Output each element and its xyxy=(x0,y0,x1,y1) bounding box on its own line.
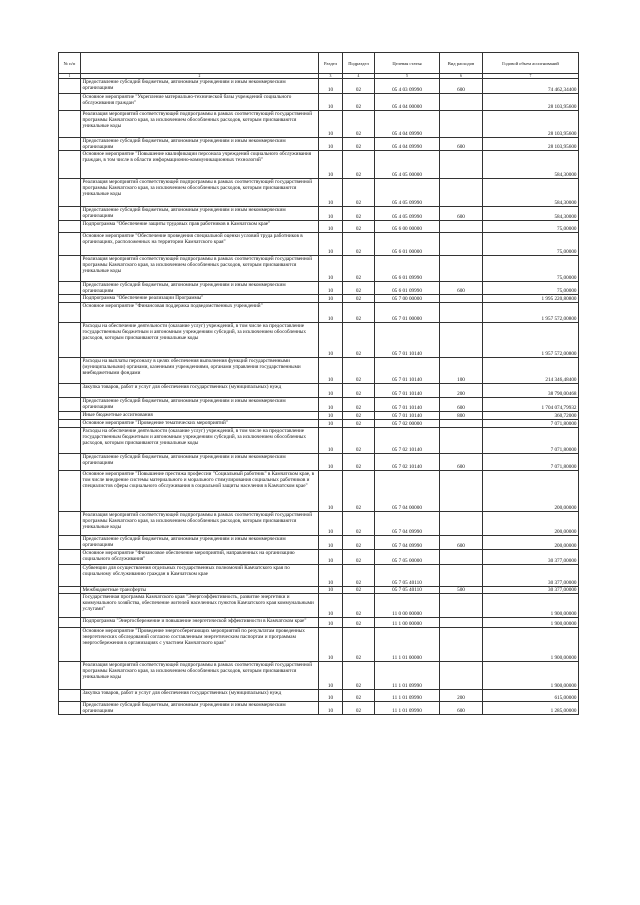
row-description: Реализация мероприятий соответствующей подпрограммы в рамках соответствующей государственной программы Камчатского края, за исключением обособленных расходов, которым присваиваются уникальные коды xyxy=(81,512,319,536)
row-description: Предоставление субсидий бюджетным, автономным учреждениям и иным некоммерческим организациям xyxy=(81,398,319,412)
row-number xyxy=(59,358,81,384)
row-expense-type: 600 xyxy=(440,702,483,715)
column-number: 3 xyxy=(319,74,343,79)
row-razdel: 10 xyxy=(319,628,343,662)
row-amount: 584,30000 xyxy=(483,151,579,179)
row-number xyxy=(59,179,81,207)
row-podrazdel: 02 xyxy=(343,594,375,618)
row-razdel: 10 xyxy=(319,412,343,420)
row-description: Расходы на обеспечение деятельности (оказание услуг) учреждений, в том числе на предоставление государственным бюджетным и автономным учреждениям субсидий, за исключением обособленных расходов, которым присваиваются уникальные коды xyxy=(81,323,319,358)
row-target-article: 05 7 01 10140 xyxy=(375,358,440,384)
row-podrazdel: 02 xyxy=(343,358,375,384)
row-expense-type xyxy=(440,628,483,662)
row-expense-type: 100 xyxy=(440,358,483,384)
row-amount: 615,00000 xyxy=(483,690,579,702)
table-row xyxy=(59,628,579,662)
row-description: Подпрограмма "Обеспечение защиты трудовых прав работников в Камчатском крае" xyxy=(81,221,319,233)
row-description: Основное мероприятие "Проведение энергосберегающих мероприятий по результатам проведенных энергетических обследований согласно составленным энергетическим паспортам и программам энергосбережения в организациях с участием Камчатского края" xyxy=(81,628,319,662)
row-razdel: 10 xyxy=(319,454,343,471)
row-description: Основное мероприятие "Укрепление материально-технической базы учреждений социального обслуживания граждан" xyxy=(81,94,319,111)
row-expense-type xyxy=(440,256,483,282)
row-target-article: 05 4 05 00000 xyxy=(375,151,440,179)
column-number: 4 xyxy=(343,74,375,79)
row-expense-type xyxy=(440,151,483,179)
table-row xyxy=(59,358,579,384)
row-expense-type xyxy=(440,303,483,323)
row-expense-type xyxy=(440,323,483,358)
row-podrazdel: 02 xyxy=(343,398,375,412)
row-description: Предоставление субсидий бюджетным, автономным учреждениям и иным некоммерческим организациям xyxy=(81,454,319,471)
row-razdel: 10 xyxy=(319,79,343,94)
row-amount: 1 900,00000 xyxy=(483,618,579,628)
table-row xyxy=(59,94,579,111)
row-razdel: 10 xyxy=(319,690,343,702)
row-description: Субвенции для осуществления отдельных государственных полномочий Камчатского края по социальному обслуживанию граждан в Камчатском крае xyxy=(81,565,319,587)
row-target-article: 11 1 01 09990 xyxy=(375,702,440,715)
table-row xyxy=(59,412,579,420)
row-number xyxy=(59,398,81,412)
row-razdel: 10 xyxy=(319,151,343,179)
row-razdel: 10 xyxy=(319,233,343,256)
row-razdel: 10 xyxy=(319,138,343,151)
row-target-article: 05 7 05 00000 xyxy=(375,550,440,565)
row-number xyxy=(59,256,81,282)
row-amount: 1 957 572,00800 xyxy=(483,303,579,323)
row-podrazdel: 02 xyxy=(343,323,375,358)
row-target-article: 05 7 05 40110 xyxy=(375,587,440,594)
row-amount: 584,30000 xyxy=(483,207,579,221)
row-podrazdel: 02 xyxy=(343,111,375,138)
row-number xyxy=(59,412,81,420)
row-target-article: 05 6 00 00000 xyxy=(375,221,440,233)
row-target-article: 05 6 01 09990 xyxy=(375,282,440,295)
row-podrazdel: 02 xyxy=(343,282,375,295)
table-row xyxy=(59,179,579,207)
row-number xyxy=(59,690,81,702)
row-number xyxy=(59,94,81,111)
row-description: Основное мероприятие "Проведение тематических мероприятий" xyxy=(81,420,319,428)
row-expense-type xyxy=(440,594,483,618)
column-number: 5 xyxy=(375,74,440,79)
row-target-article: 05 7 02 10140 xyxy=(375,428,440,454)
column-number: 6 xyxy=(440,74,483,79)
row-target-article: 05 7 04 09990 xyxy=(375,536,440,550)
row-podrazdel: 02 xyxy=(343,151,375,179)
table-row xyxy=(59,323,579,358)
row-description: Предоставление субсидий бюджетным, автономным учреждениям и иным некоммерческим организациям xyxy=(81,702,319,715)
row-razdel: 10 xyxy=(319,384,343,398)
col-header-razdel: Раздел xyxy=(319,53,343,74)
row-podrazdel: 02 xyxy=(343,565,375,587)
row-razdel: 10 xyxy=(319,587,343,594)
row-razdel: 10 xyxy=(319,594,343,618)
table-row xyxy=(59,151,579,179)
row-expense-type: 200 xyxy=(440,384,483,398)
row-description: Основное мероприятие "Финансовая поддержка подведомственных учреждений" xyxy=(81,303,319,323)
row-description: Закупка товаров, работ и услуг для обеспечения государственных (муниципальных) нужд xyxy=(81,690,319,702)
row-expense-type: 600 xyxy=(440,454,483,471)
row-podrazdel: 02 xyxy=(343,138,375,151)
row-description: Реализация мероприятий соответствующей подпрограммы в рамках соответствующей государственной программы Камчатского края, за исключением обособленных расходов, которым присваиваются уникальные коды xyxy=(81,111,319,138)
row-podrazdel: 02 xyxy=(343,662,375,690)
row-podrazdel: 02 xyxy=(343,384,375,398)
row-podrazdel: 02 xyxy=(343,179,375,207)
row-podrazdel: 02 xyxy=(343,412,375,420)
row-target-article: 05 7 01 00000 xyxy=(375,303,440,323)
row-number xyxy=(59,512,81,536)
row-podrazdel: 02 xyxy=(343,512,375,536)
row-amount: 200,00000 xyxy=(483,471,579,512)
row-expense-type: 600 xyxy=(440,138,483,151)
row-expense-type: 600 xyxy=(440,398,483,412)
row-number xyxy=(59,384,81,398)
col-header-target: Целевая статья xyxy=(375,53,440,74)
row-podrazdel: 02 xyxy=(343,79,375,94)
row-expense-type: 200 xyxy=(440,690,483,702)
row-podrazdel: 02 xyxy=(343,587,375,594)
table-row xyxy=(59,536,579,550)
row-number xyxy=(59,151,81,179)
row-razdel: 10 xyxy=(319,111,343,138)
row-expense-type xyxy=(440,565,483,587)
row-podrazdel: 02 xyxy=(343,207,375,221)
row-target-article: 05 4 04 09990 xyxy=(375,111,440,138)
row-description: Расходы на выплаты персоналу в целях обеспечения выполнения функций государственными (муниципальными) органами, казенными учреждениями, органами управления государственными внебюджетными фондами xyxy=(81,358,319,384)
row-description: Основное мероприятие "Повышение квалификации персонала учреждений социального обслуживания граждан, в том числе в области информационно-коммуникационных технологий" xyxy=(81,151,319,179)
row-amount: 214 346,48400 xyxy=(483,358,579,384)
row-description: Предоставление субсидий бюджетным, автономным учреждениям и иным некоммерческим организациям xyxy=(81,536,319,550)
row-description: Расходы на обеспечение деятельности (оказание услуг) учреждений, в том числе на предоставление государственным бюджетным и автономным учреждениям субсидий, за исключением обособленных расходов, которым присваиваются уникальные коды xyxy=(81,428,319,454)
row-target-article: 05 7 01 10140 xyxy=(375,323,440,358)
row-podrazdel: 02 xyxy=(343,256,375,282)
row-number xyxy=(59,420,81,428)
row-razdel: 10 xyxy=(319,471,343,512)
table-row xyxy=(59,454,579,471)
row-number xyxy=(59,550,81,565)
row-amount: 30 377,00000 xyxy=(483,550,579,565)
row-expense-type: 800 xyxy=(440,412,483,420)
row-amount: 75,00000 xyxy=(483,282,579,295)
row-target-article: 11 1 01 09990 xyxy=(375,662,440,690)
row-razdel: 10 xyxy=(319,282,343,295)
row-amount: 1 900,00000 xyxy=(483,628,579,662)
row-number xyxy=(59,295,81,303)
table-row xyxy=(59,138,579,151)
row-amount: 30 377,00000 xyxy=(483,565,579,587)
row-target-article: 05 7 01 10140 xyxy=(375,384,440,398)
row-razdel: 10 xyxy=(319,398,343,412)
row-razdel: 10 xyxy=(319,358,343,384)
row-amount: 30 377,00000 xyxy=(483,587,579,594)
row-amount: 360,72000 xyxy=(483,412,579,420)
row-razdel: 10 xyxy=(319,512,343,536)
table-row xyxy=(59,111,579,138)
table-row xyxy=(59,221,579,233)
row-razdel: 10 xyxy=(319,295,343,303)
row-description: Государственная программа Камчатского края "Энергоэффективность, развитие энергетики и коммунального хозяйства, обеспечение жителей населенных пунктов Камчатского края коммунальными услугами" xyxy=(81,594,319,618)
row-expense-type xyxy=(440,550,483,565)
row-number xyxy=(59,565,81,587)
table-row xyxy=(59,662,579,690)
column-number: 1 xyxy=(59,74,81,79)
row-target-article: 05 7 00 00000 xyxy=(375,295,440,303)
row-razdel: 10 xyxy=(319,662,343,690)
row-podrazdel: 02 xyxy=(343,420,375,428)
row-expense-type: 600 xyxy=(440,207,483,221)
row-podrazdel: 02 xyxy=(343,94,375,111)
row-description: Основное мероприятие "Обеспечение проведения специальной оценки условий труда работников в организациях, расположенных на территории Камчатского края" xyxy=(81,233,319,256)
row-amount: 7 071,80000 xyxy=(483,454,579,471)
row-target-article: 05 4 05 09990 xyxy=(375,179,440,207)
row-amount: 200,00000 xyxy=(483,512,579,536)
row-podrazdel: 02 xyxy=(343,536,375,550)
row-podrazdel: 02 xyxy=(343,618,375,628)
row-podrazdel: 02 xyxy=(343,471,375,512)
row-podrazdel: 02 xyxy=(343,233,375,256)
row-number xyxy=(59,662,81,690)
row-description: Реализация мероприятий соответствующей подпрограммы в рамках соответствующей государственной программы Камчатского края, за исключением обособленных расходов, которым присваиваются уникальные коды xyxy=(81,256,319,282)
row-podrazdel: 02 xyxy=(343,303,375,323)
row-razdel: 10 xyxy=(319,323,343,358)
row-podrazdel: 02 xyxy=(343,702,375,715)
row-description: Иные бюджетные ассигнования xyxy=(81,412,319,420)
row-amount: 1 957 572,00800 xyxy=(483,323,579,358)
row-amount: 28 103,95600 xyxy=(483,111,579,138)
row-expense-type xyxy=(440,428,483,454)
row-expense-type xyxy=(440,662,483,690)
row-razdel: 10 xyxy=(319,207,343,221)
table-row xyxy=(59,618,579,628)
row-amount: 200,00000 xyxy=(483,536,579,550)
table-row xyxy=(59,79,579,94)
row-target-article: 05 7 02 00000 xyxy=(375,420,440,428)
row-razdel: 10 xyxy=(319,94,343,111)
row-description: Основное мероприятие "Повышение престижа профессии "Социальный работник" в Камчатском крае, в том числе внедрение системы материального и морального стимулирования социальных работников и специалистов сферы социального обслуживания в социальной защиты населения в Камчатском крае" xyxy=(81,471,319,512)
row-description: Подпрограмма "Обеспечение реализации Программы" xyxy=(81,295,319,303)
table-row xyxy=(59,471,579,512)
row-amount: 38 790,00468 xyxy=(483,384,579,398)
table-row xyxy=(59,282,579,295)
row-number xyxy=(59,428,81,454)
table-row xyxy=(59,512,579,536)
row-description: Реализация мероприятий соответствующей подпрограммы в рамках соответствующей государственной программы Камчатского края, за исключением обособленных расходов, которым присваиваются уникальные коды xyxy=(81,662,319,690)
row-amount: 1 285,00000 xyxy=(483,702,579,715)
table-row xyxy=(59,587,579,594)
row-number xyxy=(59,471,81,512)
table-row xyxy=(59,690,579,702)
table-row xyxy=(59,428,579,454)
row-target-article: 05 7 02 10140 xyxy=(375,454,440,471)
row-number xyxy=(59,454,81,471)
row-target-article: 05 4 03 09990 xyxy=(375,79,440,94)
row-description: Предоставление субсидий бюджетным, автономным учреждениям и иным некоммерческим организациям xyxy=(81,138,319,151)
row-podrazdel: 02 xyxy=(343,454,375,471)
row-amount: 75,00000 xyxy=(483,256,579,282)
row-target-article: 11 1 00 00000 xyxy=(375,618,440,628)
row-razdel: 10 xyxy=(319,565,343,587)
col-header-amount: Годовой объем ассигнований xyxy=(483,53,579,74)
row-amount: 7 071,80000 xyxy=(483,428,579,454)
row-expense-type: 600 xyxy=(440,79,483,94)
row-description: Закупка товаров, работ и услуг для обеспечения государственных (муниципальных) нужд xyxy=(81,384,319,398)
row-amount: 1 900,00000 xyxy=(483,594,579,618)
row-expense-type: 600 xyxy=(440,282,483,295)
column-number: 2 xyxy=(81,74,319,79)
col-header-number: № п/п xyxy=(59,53,81,74)
row-expense-type xyxy=(440,420,483,428)
row-expense-type: 500 xyxy=(440,587,483,594)
row-amount: 7 071,80000 xyxy=(483,420,579,428)
table-row xyxy=(59,303,579,323)
row-razdel: 10 xyxy=(319,550,343,565)
row-target-article: 05 7 01 10140 xyxy=(375,412,440,420)
row-amount: 1 704 074,79932 xyxy=(483,398,579,412)
row-target-article: 05 7 04 09990 xyxy=(375,512,440,536)
row-amount: 75,00000 xyxy=(483,221,579,233)
row-expense-type: 600 xyxy=(440,536,483,550)
table-row xyxy=(59,256,579,282)
row-podrazdel: 02 xyxy=(343,550,375,565)
row-number xyxy=(59,536,81,550)
row-target-article: 05 6 01 00000 xyxy=(375,233,440,256)
row-number xyxy=(59,323,81,358)
row-amount: 1 900,00000 xyxy=(483,662,579,690)
table-row xyxy=(59,207,579,221)
row-expense-type xyxy=(440,179,483,207)
row-target-article: 05 7 01 10140 xyxy=(375,398,440,412)
budget-table xyxy=(58,52,579,715)
row-razdel: 10 xyxy=(319,428,343,454)
row-description: Предоставление субсидий бюджетным, автономным учреждениям и иным некоммерческим организациям xyxy=(81,282,319,295)
row-razdel: 10 xyxy=(319,702,343,715)
table-header-row xyxy=(59,53,579,74)
row-expense-type xyxy=(440,618,483,628)
table-row xyxy=(59,233,579,256)
row-number xyxy=(59,221,81,233)
row-number xyxy=(59,618,81,628)
col-header-vid: Вид расходов xyxy=(440,53,483,74)
table-row xyxy=(59,594,579,618)
row-target-article: 05 7 05 40110 xyxy=(375,565,440,587)
row-target-article: 05 6 01 09990 xyxy=(375,256,440,282)
row-target-article: 05 4 04 09990 xyxy=(375,138,440,151)
row-expense-type xyxy=(440,512,483,536)
row-amount: 1 995 220,80800 xyxy=(483,295,579,303)
row-target-article: 11 1 01 09990 xyxy=(375,690,440,702)
row-razdel: 10 xyxy=(319,179,343,207)
table-row xyxy=(59,702,579,715)
row-expense-type xyxy=(440,111,483,138)
table-row xyxy=(59,384,579,398)
row-razdel: 10 xyxy=(319,420,343,428)
row-podrazdel: 02 xyxy=(343,628,375,662)
row-expense-type xyxy=(440,233,483,256)
table-row xyxy=(59,565,579,587)
col-header-description xyxy=(81,53,319,74)
row-target-article: 11 0 00 00000 xyxy=(375,594,440,618)
row-podrazdel: 02 xyxy=(343,295,375,303)
table-row xyxy=(59,295,579,303)
row-podrazdel: 02 xyxy=(343,221,375,233)
row-expense-type xyxy=(440,94,483,111)
row-razdel: 10 xyxy=(319,536,343,550)
column-number: 7 xyxy=(483,74,579,79)
row-expense-type xyxy=(440,295,483,303)
row-number xyxy=(59,138,81,151)
row-target-article: 05 4 04 00000 xyxy=(375,94,440,111)
col-header-podrazdel: Подраздел xyxy=(343,53,375,74)
row-description: Основное мероприятие "Финансовое обеспечение мероприятий, направленных на организацию социального обслуживания" xyxy=(81,550,319,565)
row-number xyxy=(59,233,81,256)
table-row xyxy=(59,420,579,428)
row-number xyxy=(59,282,81,295)
row-amount: 584,30000 xyxy=(483,179,579,207)
row-number xyxy=(59,587,81,594)
row-description: Межбюджетные трансферты xyxy=(81,587,319,594)
row-expense-type xyxy=(440,221,483,233)
row-description: Реализация мероприятий соответствующей подпрограммы в рамках соответствующей государственной программы Камчатского края, за исключением обособленных расходов, которым присваиваются уникальные коды xyxy=(81,179,319,207)
row-target-article: 05 4 05 09990 xyxy=(375,207,440,221)
row-expense-type xyxy=(440,471,483,512)
row-target-article: 11 1 01 00000 xyxy=(375,628,440,662)
row-number xyxy=(59,207,81,221)
row-razdel: 10 xyxy=(319,618,343,628)
table-row xyxy=(59,550,579,565)
row-razdel: 10 xyxy=(319,221,343,233)
row-razdel: 10 xyxy=(319,303,343,323)
row-description: Подпрограмма "Энергосбережение и повышение энергетической эффективности в Камчатском крае" xyxy=(81,618,319,628)
row-number xyxy=(59,303,81,323)
row-amount: 75,00000 xyxy=(483,233,579,256)
row-number xyxy=(59,702,81,715)
table-row xyxy=(59,398,579,412)
row-description: Предоставление субсидий бюджетным, автономным учреждениям и иным некоммерческим организациям xyxy=(81,207,319,221)
row-number xyxy=(59,594,81,618)
row-description: Предоставление субсидий бюджетным, автономным учреждениям и иным некоммерческим организациям xyxy=(81,79,319,94)
row-podrazdel: 02 xyxy=(343,690,375,702)
row-number xyxy=(59,628,81,662)
row-target-article: 05 7 04 00000 xyxy=(375,471,440,512)
row-amount: 28 103,95600 xyxy=(483,94,579,111)
row-number xyxy=(59,111,81,138)
row-amount: 74 462,34400 xyxy=(483,79,579,94)
row-amount: 28 103,95600 xyxy=(483,138,579,151)
row-number xyxy=(59,79,81,94)
row-podrazdel: 02 xyxy=(343,428,375,454)
row-razdel: 10 xyxy=(319,256,343,282)
